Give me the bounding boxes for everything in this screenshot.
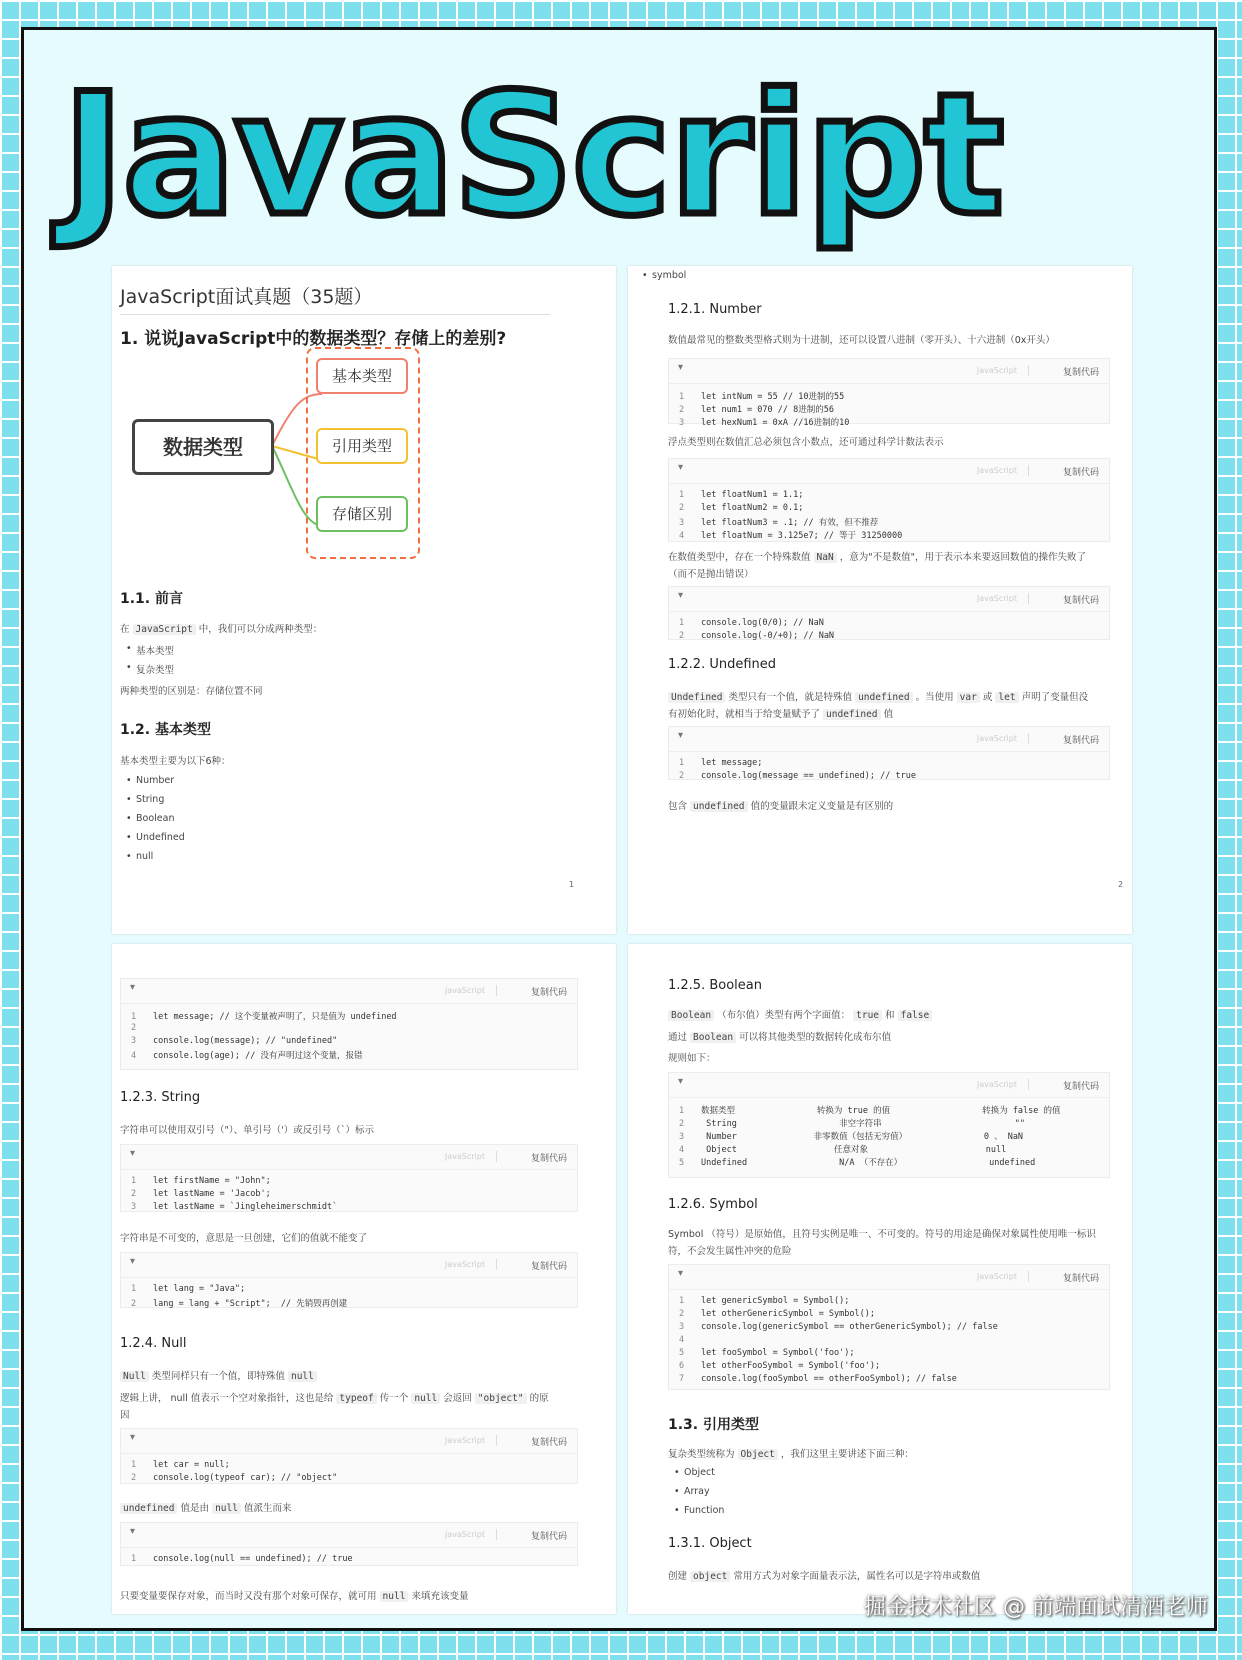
code-block [668, 358, 1110, 428]
code-text: console.log(typeof car); // "object" [153, 1473, 338, 1483]
text: 声明了变量但没 [1021, 692, 1089, 703]
code-text: let lang = "Java"; [153, 1284, 246, 1294]
code-line [679, 1104, 1109, 1117]
paragraph [120, 1368, 317, 1382]
copy-code-button[interactable]: 复制代码 [530, 1262, 567, 1272]
line-number: 1 [131, 1012, 137, 1022]
text: 中，我们可以分成两种类型： [198, 624, 323, 635]
text: 类型只有一个值，就是特殊值 [728, 692, 853, 703]
line-number: 2 [131, 1189, 137, 1199]
text: ，我们这里主要讲述下面三种： [780, 1449, 914, 1460]
mindmap-branch-storage: 存储区别 [316, 496, 408, 532]
section-heading: 1.2. 基本类型 [120, 722, 211, 738]
paragraph: 符，不会发生属性冲突的危险 [668, 1246, 792, 1257]
text: 值的变量跟未定义变量是有区别的 [750, 801, 894, 812]
code-line [679, 1335, 1109, 1348]
text: （布尔值）类型有两个字面值： [717, 1010, 851, 1021]
text: 来填充该变量 [411, 1591, 469, 1602]
line-number: 3 [679, 1132, 685, 1142]
paragraph: （而不是抛出错误） [668, 569, 754, 580]
line-number: 5 [679, 1348, 685, 1358]
copy-code-button[interactable]: 复制代码 [1062, 736, 1099, 746]
text: 包含 [668, 801, 688, 812]
inline-code: let [995, 692, 1018, 703]
code-line [679, 631, 1109, 644]
code-text: console.log(genericSymbol == otherGenericSymbol); // false [701, 1322, 998, 1332]
code-text: console.log(null == undefined); // true [153, 1554, 353, 1564]
inline-code: undefined [120, 1503, 177, 1514]
code-block [120, 1428, 578, 1484]
toolbar-separator [496, 1529, 497, 1540]
text: 在 [120, 624, 130, 635]
collapse-chevron-icon[interactable]: ▾ [130, 1526, 136, 1537]
code-language-label: JavaScript [976, 1080, 1017, 1089]
code-text: let otherFooSymbol = Symbol('foo'); [701, 1361, 881, 1371]
toolbar-separator [496, 1435, 497, 1446]
hero-title: JavaScript [62, 57, 1003, 253]
code-text: let car = null; [153, 1460, 230, 1470]
collapse-chevron-icon[interactable]: ▾ [130, 1256, 136, 1267]
code-line [131, 1010, 577, 1023]
line-number: 3 [131, 1202, 137, 1212]
copy-code-button[interactable]: 复制代码 [1062, 596, 1099, 606]
line-number: 1 [131, 1284, 137, 1294]
list-item: • symbol [642, 270, 686, 281]
toolbar-separator [1028, 365, 1029, 376]
code-line [679, 529, 1109, 542]
paragraph [668, 798, 893, 812]
text: 或 [982, 692, 993, 703]
code-text: String 非空字符串 "" [701, 1119, 1025, 1129]
line-number: 4 [679, 1335, 685, 1345]
code-toolbar [121, 979, 577, 1004]
code-line [679, 1374, 1109, 1387]
inline-code: undefined [855, 692, 912, 703]
code-toolbar [669, 587, 1109, 612]
collapse-chevron-icon[interactable]: ▾ [678, 1268, 684, 1279]
section-heading: 1.2.3. String [120, 1090, 201, 1105]
list-item: • 复杂类型 [126, 662, 174, 676]
paragraph: 字符串是不可变的，意思是一旦创建，它们的值就不能变了 [120, 1233, 368, 1244]
code-block [668, 1264, 1110, 1390]
paragraph: 规则如下： [668, 1053, 716, 1064]
line-number: 4 [679, 1145, 685, 1155]
code-line [131, 1189, 577, 1202]
code-toolbar [121, 1145, 577, 1170]
inline-code: null [411, 1393, 440, 1404]
code-text: console.log(message == undefined); // true [701, 771, 916, 781]
copy-code-button[interactable]: 复制代码 [1062, 368, 1099, 378]
line-number: 1 [679, 1106, 685, 1116]
text: ，意为"不是数值"，用于表示本来要返回数值的操作失败了 [839, 552, 1086, 563]
list-item: • Object [674, 1467, 715, 1478]
line-number: 2 [679, 1309, 685, 1319]
code-line [679, 1361, 1109, 1374]
code-text: let num1 = 070 // 8进制的56 [701, 405, 834, 415]
code-text: console.log(fooSymbol == otherFooSymbol); // false [701, 1374, 957, 1384]
code-block [120, 1144, 578, 1212]
code-line [131, 1176, 577, 1189]
code-line [679, 1348, 1109, 1361]
inline-code: null [288, 1371, 317, 1382]
paragraph [668, 549, 1086, 563]
text: 会返回 [443, 1393, 472, 1404]
toolbar-separator [496, 1259, 497, 1270]
code-toolbar [121, 1523, 577, 1548]
code-text: Number 非零数值（包括无穷值） 0 、 NaN [701, 1132, 1024, 1142]
line-number: 1 [131, 1176, 137, 1186]
inline-code: true [853, 1010, 882, 1021]
section-heading: 1.2.1. Number [668, 302, 762, 317]
code-line [131, 1036, 577, 1049]
line-number: 3 [679, 518, 685, 528]
code-block [668, 1072, 1110, 1178]
code-line [679, 758, 1109, 771]
line-number: 2 [679, 503, 685, 513]
paragraph: 两种类型的区别是：存储位置不同 [120, 686, 263, 697]
code-text: console.log(age); // 没有声明过这个变量，报错 [153, 1051, 363, 1061]
paragraph: 数值最常见的整数类型格式则为十进制，还可以设置八进制（零开头）、十六进制（0x开头） [668, 335, 1055, 346]
text: 的原 [529, 1393, 549, 1404]
inline-code: Boolean [668, 1010, 714, 1021]
inline-code: Undefined [668, 692, 725, 703]
document-page-2 [628, 266, 1132, 934]
text: 。当使用 [915, 692, 954, 703]
text: 复杂类型统称为 [668, 1449, 735, 1460]
code-line [679, 403, 1109, 416]
code-block [120, 978, 578, 1070]
code-toolbar [669, 1073, 1109, 1098]
collapse-chevron-icon[interactable]: ▾ [678, 730, 684, 741]
line-number: 1 [679, 392, 685, 402]
code-language-label: JavaScript [976, 594, 1017, 603]
text: 有初始化时，就相当于给变量赋予了 [668, 709, 821, 720]
paragraph [120, 621, 322, 635]
code-line [131, 1202, 577, 1215]
code-toolbar [669, 459, 1109, 484]
text: 类型同样只有一个值，即特殊值 [151, 1371, 285, 1382]
code-language-label: JavaScript [976, 466, 1017, 475]
paragraph [668, 1446, 914, 1460]
paragraph: 浮点类型则在数值汇总必须包含小数点，还可通过科学计数法表示 [668, 437, 944, 448]
code-text: let message; // 这个变量被声明了，只是值为 undefined [153, 1012, 397, 1022]
code-line [679, 771, 1109, 784]
document-page-4 [628, 944, 1132, 1614]
line-number: 5 [679, 1158, 685, 1168]
paragraph [668, 689, 1088, 703]
copy-code-button[interactable]: 复制代码 [530, 1532, 567, 1542]
section-heading: 1.2.2. Undefined [668, 657, 777, 672]
line-number: 2 [131, 1299, 137, 1309]
text: 可以将其他类型的数据转化成布尔值 [739, 1032, 892, 1043]
collapse-chevron-icon[interactable]: ▾ [678, 462, 684, 473]
line-number: 1 [131, 1460, 137, 1470]
code-line [131, 1473, 577, 1486]
paragraph [668, 1029, 891, 1043]
page-number: 1 [569, 880, 575, 889]
text: 常用方式为对象字面量表示法，属性名可以是字符串或数值 [733, 1571, 981, 1582]
inline-code: JavaScript [133, 624, 196, 635]
copy-code-button[interactable]: 复制代码 [1062, 468, 1099, 478]
code-line [679, 1309, 1109, 1322]
code-text: let floatNum2 = 0.1; [701, 503, 804, 513]
text: 逻辑上讲， null 值表示一个空对象指针，这也是给 [120, 1393, 334, 1404]
copy-code-button[interactable]: 复制代码 [1062, 1082, 1099, 1092]
inline-code: Object [738, 1449, 778, 1460]
inline-code: Null [120, 1371, 149, 1382]
code-language-label: JavaScript [444, 1530, 485, 1539]
copy-code-button[interactable]: 复制代码 [530, 1438, 567, 1448]
code-line [679, 1130, 1109, 1143]
code-block [120, 1252, 578, 1308]
mindmap-branch-reference: 引用类型 [316, 428, 408, 464]
code-line [131, 1284, 577, 1297]
list-item: • Array [674, 1486, 710, 1497]
code-line [679, 1117, 1109, 1130]
mindmap-branch-basic: 基本类型 [316, 358, 408, 394]
code-text: let message; [701, 758, 763, 768]
inline-code: "object" [475, 1393, 527, 1404]
paragraph [120, 1390, 549, 1404]
list-item: • Undefined [126, 832, 185, 843]
list-item: • String [126, 794, 164, 805]
toolbar-separator [1028, 1271, 1029, 1282]
list-item: • Boolean [126, 813, 174, 824]
copy-code-button[interactable]: 复制代码 [1062, 1274, 1099, 1284]
toolbar-separator [496, 985, 497, 996]
line-number: 2 [679, 405, 685, 415]
title-divider [120, 314, 550, 315]
inline-code: var [957, 692, 980, 703]
code-line [679, 1143, 1109, 1156]
list-item: • 基本类型 [126, 643, 174, 657]
line-number: 3 [679, 1322, 685, 1332]
section-heading: 1.3.1. Object [668, 1536, 752, 1551]
code-language-label: JavaScript [444, 1436, 485, 1445]
paragraph [668, 1007, 932, 1021]
code-text: lang = lang + "Script"; // 先销毁再创建 [153, 1299, 348, 1309]
code-line [131, 1049, 577, 1062]
line-number: 7 [679, 1374, 685, 1384]
mindmap-root: 数据类型 [132, 419, 274, 475]
code-toolbar [669, 359, 1109, 384]
collapse-chevron-icon[interactable]: ▾ [678, 362, 684, 373]
text: 创建 [668, 1571, 688, 1582]
code-block [668, 458, 1110, 542]
paragraph [120, 1500, 292, 1514]
line-number: 4 [679, 531, 685, 541]
line-number: 1 [679, 490, 685, 500]
inline-code: null [380, 1591, 409, 1602]
text: 传一个 [379, 1393, 409, 1404]
code-line [679, 1156, 1109, 1169]
line-number: 3 [131, 1036, 137, 1046]
line-number: 4 [131, 1051, 137, 1061]
code-text: console.log(0/0); // NaN [701, 618, 824, 628]
inline-code: object [690, 1571, 730, 1582]
copy-code-button[interactable]: 复制代码 [530, 1154, 567, 1164]
code-text: let intNum = 55 // 10进制的55 [701, 392, 845, 402]
code-language-label: JavaScript [444, 1260, 485, 1269]
code-line [679, 1296, 1109, 1309]
text: 通过 [668, 1032, 688, 1043]
code-line [131, 1023, 577, 1036]
question-heading: 1. 说说JavaScript中的数据类型？存储上的差别? [120, 329, 507, 349]
code-line [679, 618, 1109, 631]
code-line [679, 416, 1109, 429]
code-language-label: JavaScript [976, 734, 1017, 743]
copy-code-button[interactable]: 复制代码 [530, 988, 567, 998]
paragraph: 基本类型主要为以下6种： [120, 756, 231, 767]
toolbar-separator [1028, 733, 1029, 744]
line-number: 3 [679, 418, 685, 428]
code-text: let lastName = `Jingleheimerschmidt` [153, 1202, 338, 1212]
code-text: 数据类型 转换为 true 的值 转换为 false 的值 [701, 1106, 1061, 1116]
code-block [120, 1522, 578, 1566]
code-toolbar [669, 727, 1109, 752]
code-text: let floatNum = 3.125e7; // 等于 31250000 [701, 531, 903, 541]
code-line [679, 516, 1109, 529]
code-text: console.log(-0/+0); // NaN [701, 631, 835, 641]
code-line [679, 390, 1109, 403]
code-line [679, 1322, 1109, 1335]
section-heading: 1.2.4. Null [120, 1336, 187, 1351]
inline-code: Boolean [690, 1032, 736, 1043]
code-text: let otherGenericSymbol = Symbol(); [701, 1309, 875, 1319]
paragraph: Symbol （符号）是原始值，且符号实例是唯一、不可变的。符号的用途是确保对象属性使用唯一标识 [668, 1229, 1096, 1240]
code-text: Undefined N/A （不存在） undefined [701, 1158, 1036, 1168]
paragraph [668, 706, 893, 720]
code-language-label: JavaScript [444, 1152, 485, 1161]
collapse-chevron-icon[interactable]: ▾ [678, 1076, 684, 1087]
code-language-label: JavaScript [976, 1272, 1017, 1281]
code-text: let genericSymbol = Symbol(); [701, 1296, 850, 1306]
inline-code: typeof [336, 1393, 376, 1404]
toolbar-separator [1028, 1079, 1029, 1090]
paragraph [668, 1568, 980, 1582]
line-number: 6 [679, 1361, 685, 1371]
code-text: let floatNum3 = .1; // 有效，但不推荐 [701, 518, 879, 528]
inline-code: undefined [823, 709, 880, 720]
inline-code: undefined [690, 801, 747, 812]
line-number: 1 [679, 1296, 685, 1306]
code-text: console.log(message); // "undefined" [153, 1036, 338, 1046]
paragraph: 字符串可以使用双引号（"）、单引号（'）或反引号（`）标示 [120, 1125, 374, 1136]
code-block [668, 726, 1110, 780]
toolbar-separator [496, 1151, 497, 1162]
text: 值是由 [180, 1503, 210, 1514]
code-line [131, 1460, 577, 1473]
code-text: let firstName = "John"; [153, 1176, 271, 1186]
line-number: 2 [679, 1119, 685, 1129]
inline-code: NaN [814, 552, 837, 563]
code-block [668, 586, 1110, 640]
inline-code: false [898, 1010, 933, 1021]
paragraph: 因 [120, 1410, 130, 1421]
section-heading: 1.2.6. Symbol [668, 1197, 758, 1212]
list-item: • Function [674, 1505, 724, 1516]
section-heading: 1.3. 引用类型 [668, 1417, 759, 1433]
line-number: 2 [679, 771, 685, 781]
line-number: 1 [679, 758, 685, 768]
code-text: let hexNum1 = 0xA //16进制的10 [701, 418, 850, 428]
watermark: 掘金技术社区 @ 前端面试清酒老师 [864, 1595, 1208, 1620]
code-line [131, 1554, 577, 1567]
code-text: let floatNum1 = 1.1; [701, 490, 804, 500]
line-number: 2 [679, 631, 685, 641]
document-page-1 [112, 266, 616, 934]
paragraph [120, 1588, 468, 1602]
page-number: 2 [1118, 880, 1124, 889]
list-item: • Number [126, 775, 174, 786]
collapse-chevron-icon[interactable]: ▾ [130, 982, 136, 993]
text: 只要变量要保存对象，而当时又没有那个对象可保存，就可用 [120, 1591, 377, 1602]
collapse-chevron-icon[interactable]: ▾ [130, 1148, 136, 1159]
code-line [131, 1297, 577, 1310]
section-heading: 1.2.5. Boolean [668, 978, 762, 993]
code-text: let lastName = 'Jacob'; [153, 1189, 271, 1199]
code-text: let fooSymbol = Symbol('foo'); [701, 1348, 855, 1358]
code-toolbar [121, 1429, 577, 1454]
line-number: 1 [679, 618, 685, 628]
section-heading: 1.1. 前言 [120, 591, 183, 607]
toolbar-separator [1028, 593, 1029, 604]
code-language-label: JavaScript [976, 366, 1017, 375]
document-page-3 [112, 944, 616, 1614]
line-number: 1 [131, 1554, 137, 1564]
code-language-label: JavaScript [444, 986, 485, 995]
code-line [679, 490, 1109, 503]
line-number: 2 [131, 1473, 137, 1483]
document-title: JavaScript面试真题（35题） [120, 286, 373, 308]
line-number: 2 [131, 1023, 137, 1033]
text: 值 [883, 709, 894, 720]
code-line [679, 503, 1109, 516]
toolbar-separator [1028, 465, 1029, 476]
text: 和 [885, 1010, 895, 1021]
collapse-chevron-icon[interactable]: ▾ [678, 590, 684, 601]
inline-code: null [212, 1503, 241, 1514]
text: 值派生而来 [243, 1503, 292, 1514]
code-text: Object 任意对象 null [701, 1145, 1007, 1155]
code-toolbar [121, 1253, 577, 1278]
text: 在数值类型中，存在一个特殊数值 [668, 552, 811, 563]
collapse-chevron-icon[interactable]: ▾ [130, 1432, 136, 1443]
list-item: • null [126, 851, 153, 862]
code-toolbar [669, 1265, 1109, 1290]
